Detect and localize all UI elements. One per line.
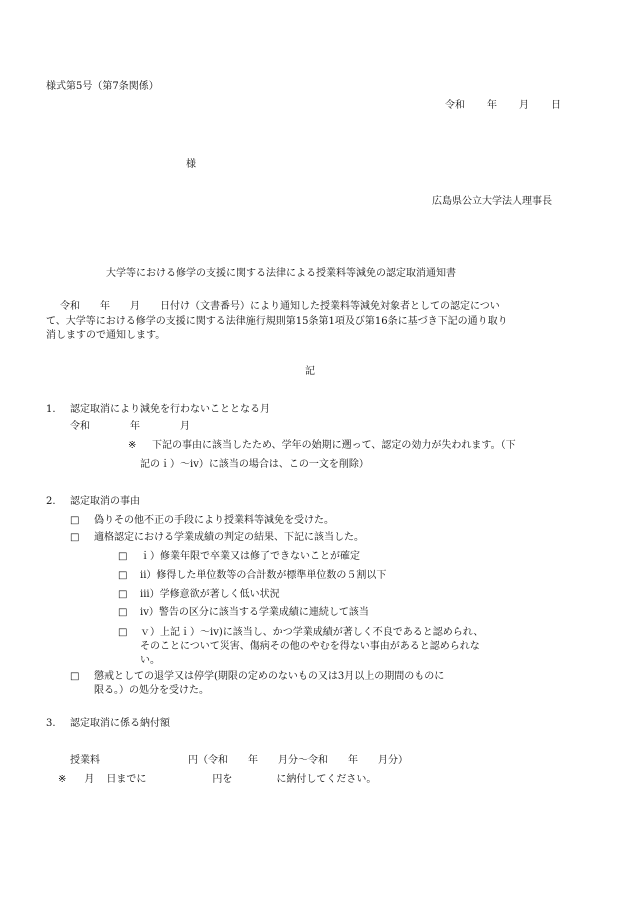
intro-line-3: 消しますので通知します。 [46,330,166,341]
sub-text-v-line2: そのことについて災害、傷病その他のやむを得ない事由があると認められな [140,641,480,652]
issue-date [445,98,561,113]
document-title: 大学等における修学の支援に関する法律による授業料等減免の認定取消通知書 [106,268,456,279]
pay-day: 日までに [106,774,147,785]
sub-checkbox-iii[interactable]: □ [118,589,128,600]
reason-checkbox-3[interactable]: □ [70,671,80,682]
fee-month2: 月分） [378,755,408,766]
pay-yen: 円を [212,774,233,785]
section1-note-line1: 下記の事由に該当したため、学年の始期に遡って、認定の効力が失われます。（下 [152,440,516,451]
date-era: 令和 [445,100,465,111]
section1-number: 1. [46,404,56,415]
sub-checkbox-iv[interactable]: □ [118,607,128,618]
sub-checkbox-ii[interactable]: □ [118,570,128,581]
section1-date [70,419,190,434]
reason-text-1: 偽りその他不正の手段により授業料等減免を受けた。 [94,515,334,526]
pay-mark: ※ [58,774,67,785]
reason-text-2: 適格認定における学業成績の判定の結果、下記に該当した。 [94,532,364,543]
reason-checkbox-2[interactable]: □ [70,532,80,543]
section2-number: 2. [46,496,56,507]
date-year: 年 [487,100,497,111]
intro-month: 月 [130,301,140,312]
fee-yen: 円（令和 [188,755,228,766]
section3-heading: 認定取消に係る納付額 [70,718,170,729]
pay-month: 月 [84,774,95,785]
section1-month: 月 [180,421,190,432]
reason-text-3-line1: 懲戒としての退学又は停学(期限の定めのないもの又は3月以上の期間のものに [94,671,445,682]
date-month: 月 [519,100,529,111]
sub-text-i: ｉ）修業年限で卒業又は修了できないことが確定 [140,551,360,562]
fee-month1: 月分～令和 [278,755,328,766]
section3-number: 3. [46,718,56,729]
fee-year1: 年 [248,755,258,766]
form-number-label: 様式第5号（第7条関係） [46,81,159,92]
reason-checkbox-1[interactable]: □ [70,515,80,526]
sub-text-v-line3: い。 [140,655,160,666]
sub-text-iv: iv）警告の区分に該当する学業成績に連続して該当 [140,607,369,618]
fee-line [70,753,408,768]
intro-rest: 日付け（文書番号）により通知した授業料等減免対象者としての認定につい [160,301,500,312]
sub-checkbox-v[interactable]: □ [118,627,128,638]
issuer-name: 広島県公立大学法人理事長 [432,196,552,207]
sub-checkbox-i[interactable]: □ [118,551,128,562]
intro-era: 令和 [60,301,80,312]
payment-line [58,772,376,787]
ki-heading: 記 [305,366,315,377]
sub-text-v-line1: ｖ）上記ｉ）～iv)に該当し、かつ学業成績が著しく不良であると認められ、 [140,627,484,638]
fee-label: 授業料 [70,755,100,766]
sub-text-ii: ii）修得した単位数等の合計数が標準単位数の５割以下 [140,570,387,581]
section1-year: 年 [130,421,140,432]
addressee-suffix: 様 [186,159,196,170]
intro-line-1 [60,299,500,314]
section2-heading: 認定取消の事由 [70,496,140,507]
reason-text-3-line2: 限る。）の処分を受けた。 [94,685,209,696]
sub-text-iii: iii）学修意欲が著しく低い状況 [140,589,280,600]
intro-line-2: て、大学等における修学の支援に関する法律施行規則第15条第1項及び第16条に基づき下記の通り取り [46,316,508,327]
section1-note-line2: 記のｉ）～iv）に該当の場合は、この一文を削除） [140,459,369,470]
intro-year: 年 [100,301,110,312]
pay-rest: に納付してください。 [276,774,377,785]
date-day: 日 [551,100,561,111]
section1-heading: 認定取消により減免を行わないこととなる月 [70,404,270,415]
section1-note-mark: ※ [128,440,137,451]
fee-year2: 年 [348,755,358,766]
section1-era: 令和 [70,421,90,432]
